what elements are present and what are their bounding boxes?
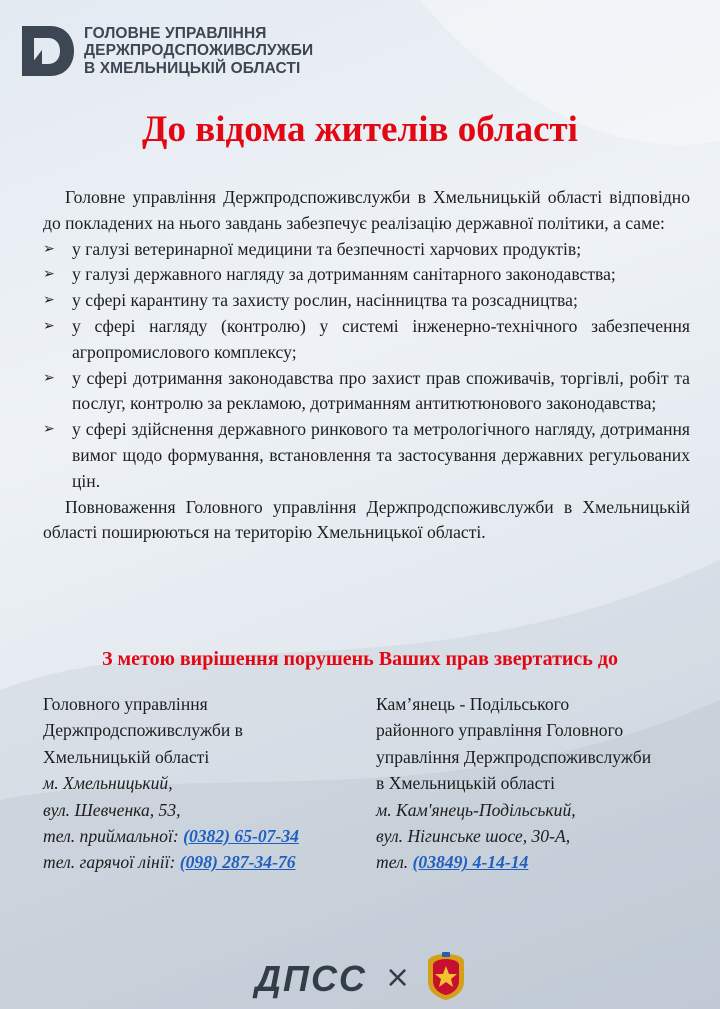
list-item	[43, 314, 690, 366]
contact-org-line: Хмельницькій області	[43, 746, 210, 767]
contact-block-regional	[43, 691, 299, 876]
contact-phone-row	[43, 823, 299, 849]
arrowhead-bullet-icon: ➢	[43, 317, 55, 334]
footer	[251, 952, 468, 1002]
list-item-text: у сфері нагляду (контролю) у системі інженерно-технічного забезпечення агропромислового комплексу;	[72, 315, 690, 362]
list-item-text: у галузі державного нагляду за дотриманням санітарного законодавства;	[72, 264, 616, 285]
arrowhead-bullet-icon: ➢	[43, 292, 55, 309]
call-to-action: З метою вирішення порушень Ваших прав звертатись до	[101, 648, 618, 670]
dpss-wordmark-text: ДПСС	[255, 958, 367, 999]
list-item-text: у галузі ветеринарної медицини та безпечності харчових продуктів;	[72, 238, 582, 259]
arrowhead-bullet-icon: ➢	[43, 266, 55, 283]
contact-org-line: районного управління Головного	[376, 720, 624, 741]
collaboration-separator: ×	[385, 959, 411, 995]
body-text	[43, 185, 690, 546]
contact-city: м. Кам'янець-Подільський,	[376, 799, 576, 820]
list-item	[43, 366, 690, 418]
district-phone-link[interactable]: (03849) 4-14-14	[412, 852, 529, 873]
contact-street: вул. Шевченка, 53,	[43, 799, 181, 820]
arrowhead-bullet-icon: ➢	[43, 421, 55, 438]
phone-label: тел. приймальної:	[43, 826, 184, 847]
phone-label: тел.	[376, 852, 413, 873]
organization-name	[84, 25, 313, 78]
hotline-phone-link[interactable]: (098) 287-34-76	[179, 852, 296, 873]
contact-org-line: Головного управління	[43, 694, 208, 714]
list-item	[43, 417, 690, 494]
list-item	[43, 288, 690, 314]
arrowhead-bullet-icon: ➢	[43, 240, 55, 257]
contact-phone-row	[376, 849, 651, 875]
reception-phone-link[interactable]: (0382) 65-07-34	[183, 826, 299, 847]
org-name-line: ГОЛОВНЕ УПРАВЛІННЯ	[84, 24, 267, 42]
list-item	[43, 262, 690, 288]
outro-paragraph: Повноваження Головного управління Держпродспоживслужби в Хмельницькій області поширюються на територію Хмельницької області.	[43, 496, 690, 543]
contact-phone-row	[43, 849, 299, 875]
contact-org-line: Кам’янець - Подільського	[376, 694, 570, 714]
contact-org-line: в Хмельницькій області	[376, 773, 555, 794]
dpss-logo-icon	[20, 22, 76, 80]
contact-org-line: управління Держпродспоживслужби	[376, 746, 652, 767]
list-item-text: у сфері карантину та захисту рослин, насінництва та розсадництва;	[72, 290, 578, 311]
list-item-text: у сфері здійснення державного ринкового та метрологічного нагляду, дотримання вимог щодо формування, встановлення та застосування державних регульованих цін.	[72, 419, 690, 491]
contact-block-district	[376, 691, 651, 876]
org-name-line: В ХМЕЛЬНИЦЬКІЙ ОБЛАСТІ	[84, 59, 301, 77]
contact-city: м. Хмельницький,	[43, 773, 173, 794]
org-name-line: ДЕРЖПРОДСПОЖИВСЛУЖБИ	[84, 42, 314, 60]
page-title: До відома жителів області	[142, 109, 578, 150]
arrowhead-bullet-icon: ➢	[43, 369, 55, 386]
list-item-text: у сфері дотримання законодавства про захист прав споживачів, торгівлі, робіт та послуг, контролю за рекламою, дотриманням антитютюнового законодавства;	[72, 367, 690, 414]
contact-street: вул. Нігинське шосе, 30-А,	[376, 826, 571, 847]
list-item	[43, 237, 690, 263]
responsibilities-list	[43, 237, 690, 495]
dpss-wordmark-logo	[251, 955, 371, 999]
intro-paragraph: Головне управління Держпродспоживслужби в Хмельницькій області відповідно до покладених на нього завдань забезпечує реалізацію державної політики, а саме:	[43, 187, 690, 233]
contact-org-line: Держпродспоживслужби в	[43, 720, 243, 741]
header	[20, 22, 313, 80]
coat-of-arms-icon	[424, 952, 468, 1002]
phone-label: тел. гарячої лінії:	[43, 852, 180, 873]
